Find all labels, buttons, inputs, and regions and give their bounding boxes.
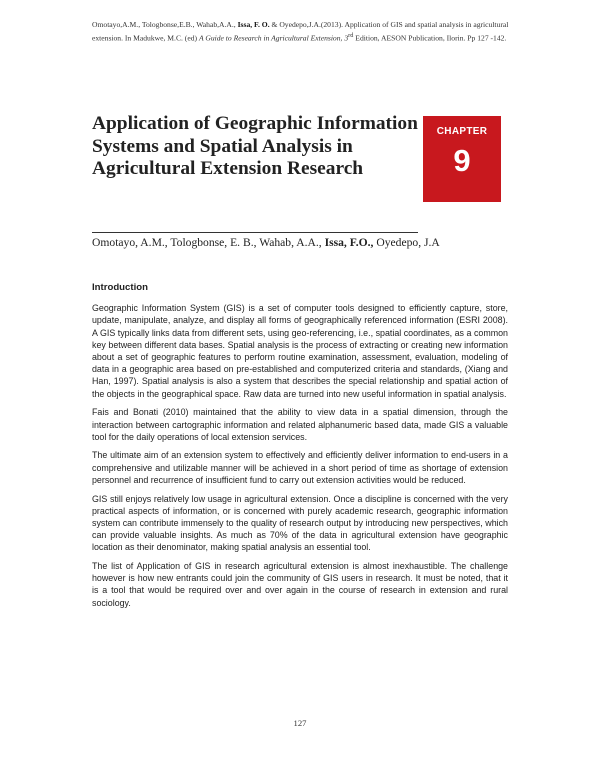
- paragraph: GIS still enjoys relatively low usage in agricultural extension. Once a discipline is concerned with the very practical aspects of information, or is concerned with purely academic research, geographic information system can contribute immensely to the quality of research output by introducing new perspectives, which can provide valuable insights. As much as 70% of the data in agricultural extension have geographic location as their denominator, making spatial analysis an essential tool.: [92, 493, 508, 553]
- chapter-number: 9: [453, 143, 471, 178]
- citation-author-bold: Issa, F. O.: [237, 20, 270, 29]
- paragraph: The list of Application of GIS in research agricultural extension is almost inexhaustible. The challenge however is how new entrants could join the community of GIS users in research. It must be noted, that it is a tool that would be required over and over again in the course of research in extension and rural sociology.: [92, 561, 508, 608]
- title-divider: [92, 232, 418, 233]
- chapter-body: [92, 282, 508, 615]
- citation-authors: Omotayo,A.M., Tologbonse,E.B., Wahab,A.A.,: [92, 20, 238, 29]
- section-heading: Introduction: [92, 282, 148, 293]
- citation-book-title-sup: rd: [348, 32, 354, 40]
- citation-details: & Oyedepo,J.A.(2013). Application of GIS and spatial analysis in agricultural extension. In Madukwe, M.C. (ed): [92, 20, 509, 43]
- byline-author-bold: Issa, F.O.,: [324, 236, 374, 249]
- page-number: 127: [293, 718, 307, 728]
- paragraph: Geographic Information System (GIS) is a set of computer tools designed to efficiently capture, store, update, manipulate, analyze, and display all forms of geographically referenced information (ESRI 2008). A GIS typically links data from different sets, using geo-referencing, i.e., spatial coordinates, as a common key between different data bases. Spatial analysis is the process of extracting or creating new information about a set of geographic features to perform routine examination, assessment, evaluation, modeling of data in a geographic area based on pre-established and computerized criteria and standards, (Xiang and Han, 1997). Spatial analysis is also a system that describes the special relationship and spatial action of the objects in the geographical space. Raw data are turned into new useful information in spatial analysis.: [92, 303, 508, 399]
- byline-last-author: Oyedepo, J.A: [373, 236, 440, 249]
- chapter-title: Application of Geographic Information Systems and Spatial Analysis in Agricultural Extension Research: [92, 113, 418, 179]
- author-byline: [92, 236, 512, 249]
- chapter-badge: [423, 116, 501, 202]
- citation-edition: Edition, AESON Publication, Ilorin. Pp 127 -142.: [353, 33, 507, 43]
- chapter-label: CHAPTER: [436, 126, 488, 137]
- byline-authors: Omotayo, A.M., Tologbonse, E. B., Wahab, A.A.,: [92, 236, 325, 249]
- citation-header: [92, 19, 512, 44]
- paragraph: The ultimate aim of an extension system to effectively and efficiently deliver information to end-users in a comprehensive and utilizable manner will be achieved in a short period of time as shortage of extension personnel and recurrence of insufficient fund to carry out extension activities would be reduced.: [92, 450, 508, 485]
- citation-book-title: A Guide to Research in Agricultural Extension, 3: [198, 33, 349, 43]
- paragraph: Fais and Bonati (2010) maintained that the ability to view data in a spatial dimension, through the interaction between cartographic information and related alphanumeric based data, made GIS a valuable tool for the daily operations of local extension services.: [92, 407, 508, 442]
